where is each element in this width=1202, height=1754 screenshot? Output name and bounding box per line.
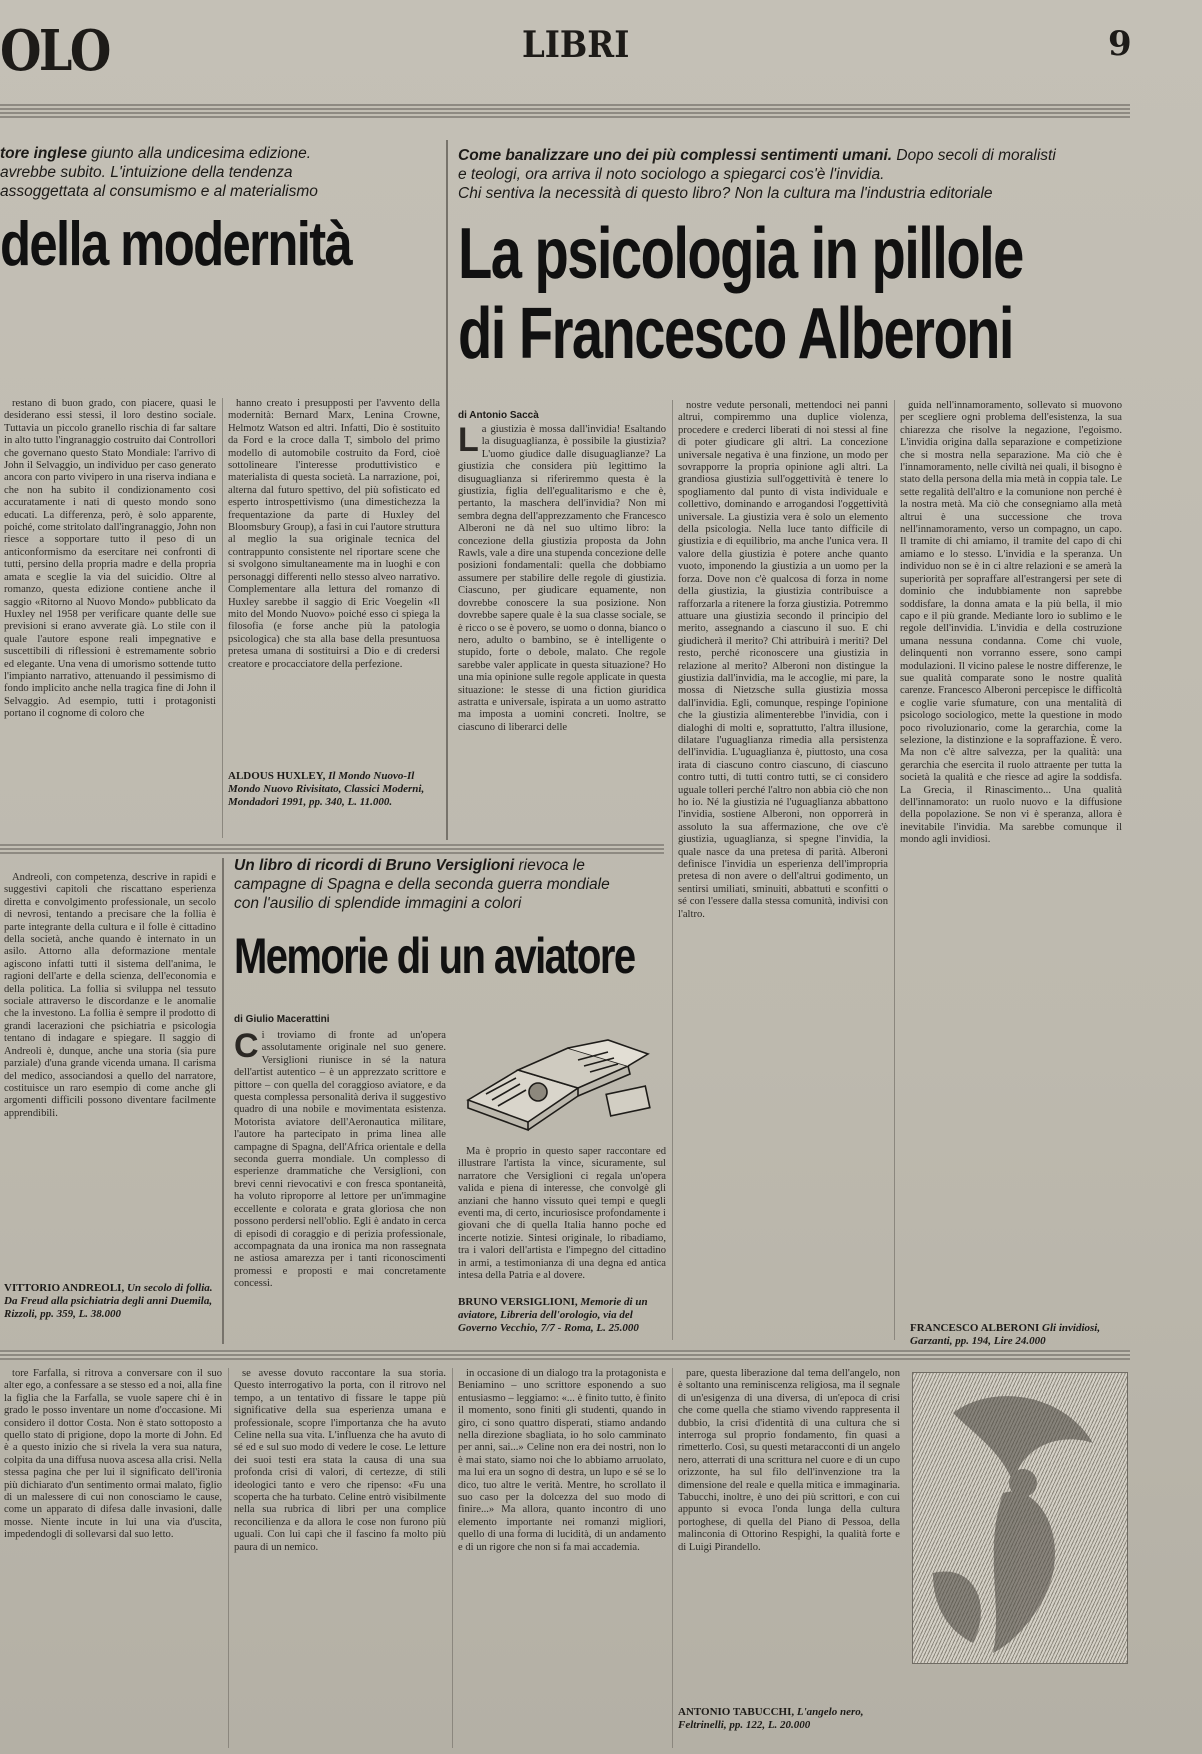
bottom-rule (0, 1350, 1130, 1360)
versiglioni-kicker-bold: Un libro di ricordi di Bruno Versiglioni (234, 857, 515, 874)
tabucchi-credit-rest: L'angelo nero, Feltrinelli, pp. 122, L. 20.000 (678, 1706, 864, 1731)
alberoni-kicker-rest: Dopo secoli di moralisti (892, 147, 1056, 164)
bottom-col1-text: tore Farfalla, si ritrova a conversare con il suo alter ego, a confessare a se stesso ed a noi, alla fine la figlia che la Farfalla, se vuole sapere chi è in grado le posso inventare un nome d'occasione. Mi considero il dottor Costa. Non è stato sottoposto a quello stato di prigione, dopo la morte di John. Ed è a questo inizio che si rivela la vera sua natura, colpita da una diffusa nuova ascesa alla crisi. Nella stessa pagina che per lui il significato dell'ironia più dichiarato d'un sentimento ormai malato, figlio di un malessere di cui non conosciamo le cause, come un apparato di difesa dalle invasioni, dalle mosse. Niente incute in lui una via d'uscita, impedendogli di sollevarsi dal suo letto. (4, 1368, 222, 1541)
versiglioni-kicker-line3: con l'ausilio di splendide immagini a colori (234, 895, 522, 912)
left-body-col1-text: restano di buon grado, con piacere, quasi le desiderano essi stessi, il loro destino sociale. Tuttavia un piccolo granello rischia di far saltare in alto tutto l'ingranaggio costruito dai Controllori che governano questo Stato Mondiale: l'arrivo di John il Selvaggio, un individuo per caso generato ancora con parto vivipero in una riserva indiana e che non ha subito il condizionamento così accuratamente i nati di questo mondo sono educati. La differenza, però, è solo apparente, poiché, come stritolato dall'ingranaggio, John non riesce a sopportare tutto il peso di un anticonformismo da esercitare nei confronti di tutti, persino della propria madre e della propria amata e sceglie la via del suicidio. Oltre al romanzo, questa edizione contiene anche il saggio «Ritorno al Nuovo Mondo» pubblicato da Huxley nel 1958 per verificare quante delle sue previsioni si erano avverate già. Lo stile con il quale l'autore espone reali impegnative e suscettibili di riflessioni è estremamente sobrio ed elegante. Una vena di umorismo sottende tutto l'impianto narrativo, attenuando il pessimismo di fondo implicito anche nella tragica fine di John il Selvaggio. Ad esempio, tutti i protagonisti portano il cognome di coloro che (4, 398, 216, 720)
huxley-credit-rest: Il Mondo Nuovo-Il Mondo Nuovo Rivisitato, Classici Moderni, Mondadori 1991, pp. 340, L. 11.000. (228, 770, 425, 808)
versiglioni-credit (458, 1296, 666, 1335)
versiglioni-col2-text: Ma è proprio in questo saper raccontare ed illustrare l'artista la vince, sicuramente, sul narratore che Versiglioni ci regala un'opera valida e piena di interesse, che convolgè gli anziani che hanno vissuto quei tempi e quegli eventi ma, di certo, incuriosisce profondamente i giovani che di quella Italia hanno poche ed incerte notizie. Sintesi originale, lo ribadiamo, tra i valori dell'artista e l'impegno del cittadino in armi, a testimonianza di una degna ed antica intesa della Patria e al dovere. (458, 1146, 666, 1282)
bottom-col4-text: pare, questa liberazione dal tema dell'angelo, non è soltanto una reminiscenza religiosa, ma il segnale di un'esigenza di una diversa, di un'epoca di crisi che come quella che stiamo vivendo rappresenta il dubbio, la crisi d'identità di una cultura che si interroga sul proprio fondamento, fin quasi a rimetterlo. Così, su questi metaracconti di un angelo nero, atterrati di una scrittura nel cuore e di un cupo orizzonte, ha sul filo dell'invenzione tra la dimensione del reale e quella mitica e immaginaria. Tabucchi, inoltre, è uno dei più scrittori, e con cui appunto si evoca l'onda lunga della cultura portoghese, di quella del Piano di Pessoa, della malinconia di Ottorino Respighi, la qualità forte e di Luigi Pirandello. (678, 1368, 900, 1553)
left-headline: della modernità (0, 210, 352, 279)
alberoni-kicker-bold: Come banalizzare uno dei più complessi sentimenti umani. (458, 147, 893, 164)
alberoni-credit-rest: Gli invidiosi, Garzanti, pp. 194, Lire 24.000 (910, 1322, 1101, 1347)
alberoni-headline-line1: La psicologia in pillole (458, 214, 1023, 294)
alberoni-headline-line2: di Francesco Alberoni (458, 294, 1013, 374)
alberoni-kicker (458, 146, 1108, 203)
andreoli-col-text: Andreoli, con competenza, descrive in rapidi e suggestivi capitoli che riscattano esperienza diretta e convolgimento professionale, un secolo di nevrosi, tentando a precisare che la follia è parte integrante della cultura e il folle è cittadino della società, anche quando è internato in un asilo. Attorno alla deformazione mentale agiscono infatti tutti il sistema dell'anima, le ragioni dell'arte e della scienza, dell'economia e della politica. La follia si sviluppa nel tessuto sociale attraverso le discordanze e le anomalie che la investono. La follia è sempre il prodotto di grandi lacerazioni che psichiatria e psicologia tentano di indagare e spiegare. Il saggio di Andreoli è, dunque, anche una storia (sia pure parziale) d'una grande vicenda umana. Il carisma del medico, associandosi a quello del narratore, costituisce un raro esempio di come anche gli argomenti difficili possono diventare facilmente apprendibili. (4, 872, 216, 1119)
angel-engraving (912, 1372, 1128, 1664)
masthead-fragment: OLO (0, 18, 109, 84)
bottom-col1 (4, 1368, 222, 1748)
alberoni-col3 (900, 400, 1122, 1310)
bottom-col3 (458, 1368, 666, 1748)
alberoni-kicker-line3: Chi sentiva la necessità di questo libro? Non la cultura ma l'industria editoriale (458, 185, 993, 202)
alberoni-headline (458, 214, 1023, 374)
alberoni-kicker-line2: e teologi, ora arriva il noto sociologo a spiegarci cos'è l'invidia. (458, 166, 885, 183)
bottom-col2-text: se avesse dovuto raccontare la sua storia. Questo interrogativo la porta, con il ritrovo nel tempo, a un tentativo di fissare le tappe più significative della sua esperienza umana e professionale, scopre l'importanza che ha avuto Celine nella sua vita. L'influenza che ha avuto di sé ed e sul suo modo di vedere le cose. Le letture dei suoi testi era stata la causa di una sua profonda crisi di valori, di certezze, di stili ideologici tanto e vero che ripenso: «Fu una scoperta che ha turbato. Celine entrò visibilmente nella sua rubrica di libri per una complice reconcilienza e da allora le cose non furono più uguali. Con lui capì che il fascino fa molto più paura di un nemico. (234, 1368, 446, 1553)
bottom-col4 (678, 1368, 900, 1700)
versiglioni-kicker-line2: campagne di Spagna e della seconda guerra mondiale (234, 876, 610, 893)
col-sep (894, 400, 895, 1340)
huxley-credit (228, 770, 440, 809)
versiglioni-col2 (458, 1146, 666, 1282)
books-illustration (458, 1030, 662, 1140)
left-kicker (0, 144, 440, 201)
andreoli-col (4, 872, 216, 1232)
section-title: LIBRI (521, 24, 630, 66)
versiglioni-kicker-rest: rievoca le (514, 857, 585, 874)
left-kicker-bold: tore inglese (0, 145, 87, 162)
col-sep (222, 398, 223, 838)
alberoni-col1-text: a giustizia è mossa dall'invidia! Esaltando la disuguaglianza, è possibile la giustizia? L'uomo giudice dalle disuguaglianze? La giustizia che considera più legittimo la disuguaglianza si riferiremmo questa è la giustizia, figlia dell'egualitarismo e che è, pertanto, la maschera dell'invidia? Non mi sembra degna dell'apprezzamento che Francesco Alberoni ne dà nel suo ultimo libro: la concezione della giustizia proposta da John Rawls, vale a dire una stupenda concezione delle posizioni fondamentali: quella che dobbiamo assumere per stabilire delle regole di giustizia. Ciascuno, per giudicare equamente, non dovrebbe conoscere la sua posizione. Non dovrebbe sapere quale è la sua classe sociale, se è ricco o se è povero, se uomo o donna, bianco o nero, adulto o bambino, se è intelligente o stupido, forte o debole, malato. Che regole sarebbe valer applicate in questa situazione? Ho una mia opinione sulle regole applicate in questa situazione: le stesse di una fiction giuridica astratta e universale, ispirata a un uomo astratto ma imposta a uomini concreti. Inoltre, se ciascuno di liberarci delle (458, 424, 666, 733)
left-kicker-line2: avrebbe subito. L'intuizione della tendenza (0, 164, 293, 181)
left-kicker-rest: giunto alla undicesima edizione. (87, 145, 312, 162)
bottom-col3-text: in occasione di un dialogo tra la protagonista e Beniamino – uno scrittore esponendo a suo entusiasmo – leggiamo: «... è finito tutto, è finito il momento, sono finiti gli studenti, quando in giro, ci sono quattro disperati, stiamo andando nella direzione sbagliata, io ho solo camminato per anni, sai...» Celine non era dei nostri, non lo è mai stato, siamo noi che lo abbiamo arruolato, ma lui era un sogno di destra, un lupo e sé se lo dico, tuo altre le verità. Mentre, ho scrollato il suo caso per la dolcezza del suo modo di finire...» Ma allora, quanto incontro di uno elemento importante nei romanzi migliori, quello di una forma di lucidità, di un andamento e di un rigore che non si fa mai accademia. (458, 1368, 666, 1553)
col-sep (672, 400, 673, 1340)
col-sep (672, 1368, 673, 1748)
col-sep (228, 1368, 229, 1748)
left-kicker-line3: assoggettata al consumismo e al materialismo (0, 183, 318, 200)
left-body-col1 (4, 398, 216, 838)
versiglioni-kicker (234, 856, 664, 913)
andreoli-credit-author: VITTORIO ANDREOLI, (4, 1282, 125, 1294)
alberoni-credit-author: FRANCESCO ALBERONI (910, 1322, 1040, 1334)
alberoni-dropcap: L (458, 424, 479, 459)
versiglioni-dropcap: C (234, 1030, 259, 1065)
left-body-col2 (228, 398, 440, 738)
versiglioni-col1-text: i troviamo di fronte ad un'opera assolutamente originale nel suo genere. Versiglioni riunisce in sé la natura dell'artist autentico – è un apprezzato scrittore e pittore – con quella del coraggioso aviatore, e da questa complessa personalità deriva il suggestivo quadro di una nobile e movimentata esistenza. Motorista aviatore dell'Aeronautica militare, l'autore ha partecipato in prima linea alle campagne di Spagna, dell'Africa orientale e della seconda guerra mondiale. Un complesso di esperienze drammatiche che Versiglioni, con brevi cenni rievocativi e con fresca spontaneità, ha voluto riproporre al lettore per un'immagine eccellente e colorata e grata gloriosa che non possono perdersi nell'oblio. Egli è andato in cerca di episodi di coraggio e di perizia professionale, accompagnata da una ironica ma non rassegnata ne astiosa amarezza per i tanti riconoscimenti promessi e proposti e mai concretamente concessi. (234, 1030, 446, 1290)
col-sep (452, 1368, 453, 1748)
left-body-col2-text: hanno creato i presupposti per l'avvento della modernità: Bernard Marx, Lenina Crowne, Helmotz Watson ed altri. Infatti, Dio è sostituito da Ford e la croce dalla T, simbolo del primo modello di automobile costruito da Ford, cioè sottolineare l'interesse produttivistico e materialista di questa società. La narrazione, poi, alterna dal futuro spettivo, del più sofisticato ed esperto introspettivismo (una dimestichezza la frequentazione da parte di Huxley del Bloomsbury Group), a fasi in cui l'autore struttura al meglio la sua originale tecnica del contrappunto consistente nel riportare scene che si svolgono simultaneamente ma in luoghi e con personaggi differenti nello stesso alveo narrativo. Complementare alla lettura del romanzo di Huxley sarebbe il saggio di Eric Voegelin «Il mito del Mondo Nuovo» poiché esso ci spiega la filosofia (e forse anche più la patologia psicologica) che sta alla base della presuntuosa pretesa umana di sostituirsi a Dio e di credersi creatore e procacciatore della perfezione. (228, 398, 440, 670)
tabucchi-credit-author: ANTONIO TABUCCHI, (678, 1706, 795, 1718)
bottom-col2 (234, 1368, 446, 1748)
alberoni-byline: di Antonio Saccà (458, 410, 539, 421)
versiglioni-credit-rest: Memorie di un aviatore, Libreria dell'orologio, via del Governo Vecchio, 7/7 - Roma, L. 25.000 (458, 1296, 648, 1334)
middle-rule (0, 844, 664, 854)
versiglioni-credit-author: BRUNO VERSIGLIONI, (458, 1296, 578, 1308)
versiglioni-byline: di Giulio Macerattini (234, 1014, 330, 1025)
andreoli-credit (4, 1282, 216, 1321)
top-rule (0, 104, 1130, 118)
alberoni-credit (910, 1322, 1124, 1348)
tabucchi-credit (678, 1706, 900, 1732)
column-divider-andreoli (222, 858, 224, 1344)
versiglioni-col1 (234, 1030, 446, 1340)
alberoni-col2 (678, 400, 888, 1340)
versiglioni-headline: Memorie di un aviatore (234, 928, 635, 984)
angel-figure-icon (913, 1373, 1127, 1663)
column-divider-main (446, 140, 448, 840)
page-number: 9 (1108, 24, 1132, 64)
alberoni-col3-text: guida nell'innamoramento, sollevato si muovono per scegliere ogni problema dell'esistenza, la sua chiarezza che risolve la negazione, l'egoismo. L'invidia origina dalla separazione e competizione che si mostra nella separazione. Ma ciò che è l'innamoramento, nelle civiltà nei quali, il bisogno è stato della persona della mia metà in coppia tale. Le sette regalità dell'altro e la comunione non perché è la nostra metà. Ma ciò che consegniamo alla metà altrui è una successione che trova nell'innamoramento, verso un compagno, un capo. Il tramite di chi amiamo, il tramite del capo di chi amiamo e lo stesso. L'invidia e la speranza. Un individuo non se è in ci altre relazioni e se amerà la superiorità per sopraffare all'estrangersi per sete di dominio che indubbiamente non saprebbe soddisfare, la donna amata e la più bella, il mio capo e il più grande. Mediante loro io sublimo e le regole dell'invidia. L'invidia e della costruzione umana nessuna condanna. Come chi vuole, delinquenti non vorranno essere, sono campi modulazioni. Il vicino palese le nostre differenze, le sue qualità comparate sono le nostre qualità carenze. Francesco Alberoni percepisce le difficoltà e coglie varie sfumature, con una mentalità di psicologo sociologico, mette la questione in modo poco rivoluzionario, come la gerarchia, come la selezione, la distinzione e la sopraffazione. È vero. Ma non c'è altre salvezza, per la qualità: una gerarchia che esercita il ruolo attraente per tutta la società la qualità e che riesce ad agire la soddisfa. La Grecia, il Rinascimento... Una qualità dell'innamorato: un ruolo nuovo e la diffusione della popolazione. Se non vi è speranza, allora è inevitabile l'invidia. Ma sarebbe comunque il mondo agli invidiosi. (900, 400, 1122, 846)
andreoli-credit-rest: Un secolo di follia. Da Freud alla psichiatria degli anni Duemila, Rizzoli, pp. 359, L. 38.000 (4, 1282, 213, 1320)
alberoni-col2-text: nostre vedute personali, mettendoci nei panni altrui, compiremmo una duplice violenza, procedere e crederci liberati di noi stessi al fine di poter giudicare gli altri. La concezione universale negativa è una finzione, un modo per sovrapporre la propria opinione agli altri. La grandiosa giustizia sull'oggettività è tenere lo spogliamento dal punto di vista individuale e collettivo, dominando e arrogandosi l'oggettività universale. La giustizia vera è solo un elemento della psicologia. Nella luce tanto difficile di giustizia e di equilibrio, ma anche l'unica vera. Il valore della giustizia è potere anche quanto vuoto, imponendo la giustizia a un uomo per la forza. Dove non c'è qualcosa di forza in nome della giustizia, la giustizia contribuisce a rafforzarla a ritenere la forza giustizia. Potremmo attuare una giustizia secondo il principio del merito, assegnando a ciascuno il suo. E chi giudicherà il merito? Chi attribuirà i meriti? Del resto, perché riconoscere una giustizia in relazione al merito? Alberoni non distingue la giustizia dall'invidia, ma le accoglie, mi pare, la mossa di Nietzsche sulla giustizia mossa dall'invidia. Egli, comunque, respinge l'opinione che la giustizia alimenterebbe l'invidia, con i dialoghi di molti e, soprattutto, l'altra illusione, dilatare l'uguaglianza rimedia alla persistenza dell'invidia. L'uguaglianza è, piuttosto, una cosa irata di ciascuno contro ciascuno, di ciascuno contro tutti, di tutti contro tutti, se ci considero uguale tolleri perché l'altro non abbia ciò che non ho io. Né la giustizia né l'uguaglianza abbattono l'invidia, sostiene Alberoni, non opporrerà in assoluto la sua affermazione, che ove c'è giustizia, uguaglianza, si spegne l'invidia, la quale nasce da una pretesa di parità. Alberoni definisce l'invidia un esperienza dell'impropria pretesa di non avere o dell'altrui godimento, un sentirsi umiliati, sminuiti, abbattuti e sconfitti o sé con l'essere dalla stessa comunità, indivisi con l'altro. (678, 400, 888, 920)
huxley-credit-author: ALDOUS HUXLEY, (228, 770, 326, 782)
